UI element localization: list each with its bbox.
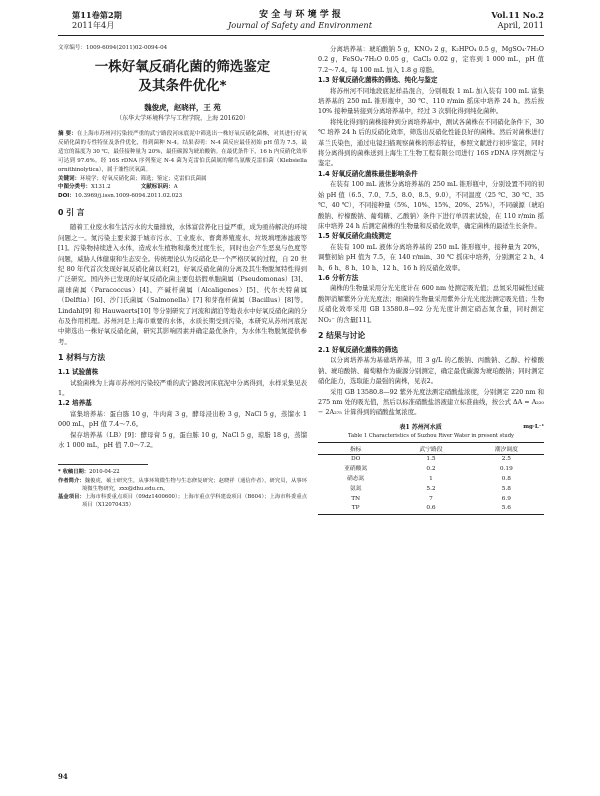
section-1-2-text-1: 富集培养基：蛋白胨 10 g，牛肉膏 3 g，酵母浸出粉 3 g，NaCl 5 g，蒸馏水 1 000 mL，pH 值 7.4～7.6。 — [58, 409, 307, 429]
table-cell: 氨氮 — [349, 485, 362, 492]
keywords — [58, 175, 307, 184]
journal-title-en: Journal of Safety and Environment — [227, 20, 372, 30]
article-title — [58, 58, 307, 96]
doi — [58, 192, 307, 201]
title-line-1: 一株好氧反硝化菌的筛选鉴定 — [94, 59, 271, 75]
section-2-1-text-1: 以分离培养基为基础培养基，用 3 g/L 的乙酸钠、丙酸钠、乙醇、柠檬酸钠、琥珀酸钠、葡萄糖作为碳源分别测定，确定最优碳源为琥珀酸钠；同时测定硝化能力，选取能力最强的菌株，见表2。 — [318, 356, 544, 386]
table-row — [318, 454, 544, 464]
footnote-fund — [58, 493, 307, 509]
table-cell: 0.2 — [426, 466, 436, 473]
table-header-cell: 武宁路段 — [393, 442, 468, 454]
section-1-3-heading: 1.3 好氧反硝化菌株的筛选、纯化与鉴定 — [318, 76, 438, 85]
page-number: 94 — [58, 772, 68, 781]
table-cell: 7 — [429, 495, 433, 502]
table-1-caption-en: Table 1 Characteristics of Suzhou River Water in present study — [348, 432, 514, 439]
section-1-4-text: 在装有 100 mL 液体分离培养基的 250 mL 锥形瓶中，分别设置不同的初始 pH 值（6.5、7.0、7.5、8.0、8.5、9.0），不同温度（25 ℃、30 ℃、35 ℃、40 ℃），不同接种量（5%、10%、15%、20%、25%），不同碳源（琥珀酸钠、柠檬酸钠、葡萄糖、乙酸钠）条件下进行单因素试验，在 110 r/min 摇床中培养 24 h 后测定菌株的生物量和反硝化效率，确定菌株的最适生长条件。 — [318, 180, 544, 230]
table-cell: 0.19 — [499, 466, 513, 473]
table-1-caption-cn: 表1 苏州河水质 — [399, 423, 442, 431]
section-2-1-text-2: 采用 GB 13580.8—92 紫外光度法测定硝酸盐浓度，分别测定 220 nm 和 275 nm 处的吸光值，然后以标准硝酸盐溶液建立标准曲线，按公式 ΔA = A₂₂₀ − 2A₂₇₅ 计算得到的硝酸盐氮浓度。 — [318, 387, 544, 417]
fund-label: 基金项目： — [58, 494, 85, 501]
table-cell: DO — [350, 456, 361, 463]
table-header-cell: 指标 — [318, 442, 393, 454]
received-label: * 收稿日期： — [58, 469, 90, 476]
table-cell: 5.6 — [469, 504, 544, 514]
table-1 — [318, 423, 544, 515]
table-cell: 5.8 — [501, 485, 511, 492]
table-1-grid — [318, 442, 544, 515]
table-header-row — [318, 442, 544, 454]
table-cell: 6.9 — [501, 495, 511, 502]
author-bio-label: 作者简介： — [58, 477, 85, 484]
section-1-2-text-2: 保存培养基（LB）[9]：酵母膏 5 g，蛋白胨 10 g，NaCl 5 g，琼脂 18 g，蒸馏水 1 000 mL，pH 值 7.0～7.2。 — [58, 430, 307, 450]
section-1-3-text-1: 将苏州河不同地段底泥样品混合，分别吸取 1 mL 加入装有 100 mL 富集培养基的 250 mL 锥形瓶中，30 ℃、110 r/min 摇床中培养 24 h。然后按 10% 接种量转接到分离培养基中，经过 3 次驯化得到纯化菌种。 — [318, 86, 544, 116]
table-row — [318, 465, 544, 475]
keywords-text: 环境学；好氧反硝化菌；筛选；鉴定；克雷伯氏菌属 — [80, 175, 207, 182]
table-row — [318, 494, 544, 504]
table-cell: 硝态氮 — [346, 475, 365, 482]
section-1-6-text: 菌株的生物量采用分光光度计在 600 nm 处测定吸光值；总氮采用碱性过硫酸钾消解紫外分光光度法；细菌的生物量采用紫外分光光度法测定吸光值；生物反硝化效率采用 GB 13580.8—92 分光光度计测定硝态氮含量，同时测定 NO₂⁻ 的含量[11]。 — [318, 284, 544, 324]
section-1-2-heading: 1.2 培养基 — [58, 399, 92, 408]
table-cell: 5.2 — [426, 485, 436, 492]
header-date-cn: 2011年4月 — [72, 20, 115, 30]
clc-value: X131.2 — [91, 184, 111, 191]
section-1-4-heading: 1.4 好氧反硝化菌株最佳影响条件 — [318, 169, 418, 178]
header-rule — [58, 35, 544, 36]
footnote-rule — [58, 464, 148, 465]
table-row — [318, 474, 544, 484]
header-volume-cn: 第11卷第2期 — [72, 10, 122, 20]
table-cell: 2.5 — [501, 456, 511, 463]
authors: 魏俊虎，赵晓祥，王 苑 — [144, 103, 221, 112]
footnote-author — [58, 477, 307, 493]
fund-text: 上海市科委重点项目（09dz1400600）；上海市重点学科建设项目（B604）；上海市科委重点项目（X12070435） — [82, 494, 307, 509]
intro-paragraph: 随着工业废水和生活污水的大量排放，水体富营养化日益严重，成为亟待解决的环境问题之一。氮污染主要来源于城市污水、工业废水、畜禽养殖废水、垃圾填埋渗滤液等[1]。污染物持续进入水体，造成水生植物和藻类过度生长，同时也会产生恶臭与色度等问题，威胁人体健康和生态安全。传统理论认为反硝化是一个严格厌氧的过程，自 20 世纪 80 年代首次发现好氧反硝化菌以来[2]，好氧反硝化菌的分离及其生物脱氮特性得到广泛研究。国内外已发现的好氧反硝化菌主要包括假单胞菌属（Pseudomonas）[3]、副球菌属（Paracoccus）[4]、产碱杆菌属（Alcaligenes）[5]、代尔夫特菌属（Delftia）[6]、沙门氏菌属（Salmonella）[7] 和芽孢杆菌属（Bacillus）[8]等。Lindahl[9] 和 Hauwaerts[10] 等分别研究了河流和湖泊等地表水中好氧反硝化菌的分布及作用机理。苏州河是上海市重要的水体，水质长期受到污染，本研究从苏州河底泥中筛选出一株好氧反硝化菌，研究其影响因素并确定最优条件，为水体生物脱氮提供参考。 — [58, 223, 307, 346]
section-1-5-heading: 1.5 好氧反硝化曲线测定 — [318, 232, 392, 241]
title-line-2: 及其条件优化* — [138, 78, 227, 94]
header-right — [491, 10, 544, 30]
table-cell: 1 — [429, 475, 433, 482]
header-volume-en: Vol.11 No.2 — [491, 10, 544, 20]
table-cell: 1.5 — [426, 456, 436, 463]
section-1-3-text-2: 将纯化得到的菌株接种到分离培养基中，测试各菌株在不同硝化条件下，30 ℃ 培养 24 h 后的反硝化效率，筛选出反硝化性能良好的菌株。然后对菌株进行革兰氏染色，通过电镜扫描观察菌株的形态特征，参照文献进行初步鉴定，同时将分离得到的菌株送到上海生工生物工程有限公司进行 16S rDNA 序列测定与鉴定。 — [318, 117, 544, 168]
right-column — [318, 44, 544, 515]
section-1-heading: 1 材料与方法 — [58, 353, 106, 363]
section-1-1-heading: 1.1 试验菌株 — [58, 368, 99, 377]
journal-title-cn: 安 全 与 环 境 学 报 — [259, 10, 341, 20]
doc-code-value: A — [173, 184, 178, 191]
section-1-2-text-3: 分离培养基：琥珀酸钠 5 g，KNO₃ 2 g，K₂HPO₄ 0.5 g，MgSO₄·7H₂O 0.2 g，FeSO₄·7H₂O 0.05 g，CaCl₂ 0.02 g，定容到 1 000 mL，pH 值 7.2～7.4。每 100 mL 加入 1.8 g 琼脂。 — [318, 45, 544, 74]
doi-label: DOI： — [58, 192, 75, 199]
table-row — [318, 504, 544, 514]
footnote-received — [58, 468, 307, 476]
affiliation: （东华大学环境科学与工程学院，上海 201620） — [116, 115, 249, 122]
doc-code-label: 文献标识码： — [140, 184, 174, 191]
section-2-heading: 2 结果与讨论 — [318, 330, 366, 340]
doi-value: 10.3969/j.issn.1009-6094.2011.02.023 — [74, 192, 183, 199]
table-cell: 0.6 — [393, 504, 468, 514]
clc-label: 中图分类号： — [58, 184, 92, 191]
table-cell: 亚硝酸氮 — [344, 466, 368, 473]
header-date-en: April, 2011 — [497, 20, 544, 30]
section-2-1-heading: 2.1 好氧反硝化菌株的筛选 — [318, 345, 398, 354]
classification — [58, 183, 307, 192]
table-1-caption — [318, 423, 544, 432]
article-number: 文章编号：1009-6094(2011)02-0094-04 — [58, 45, 168, 51]
received-date: 2010-04-22 — [89, 469, 120, 476]
intro-heading: 0 引 言 — [58, 208, 85, 218]
section-1-5-text: 在装有 100 mL 液体分离培养基的 250 mL 锥形瓶中，接种量为 20%，调整初始 pH 值为 7.5，在 140 r/min、30 ℃ 摇床中培养，分别测定 2 h、4 h、6 h、8 h、10 h、12 h、16 h 的反硝化效率。 — [318, 242, 544, 272]
table-header-cell: 潮汐调度 — [469, 442, 544, 454]
abstract-label: 摘 要： — [58, 131, 77, 137]
left-column — [58, 44, 307, 509]
author-bio: 魏俊虎，硕士研究生，从事环境微生物与生态修复研究；赵晓祥（通信作者），研究员，从事环境微生物研究，zxx@dhu.edu.cn。 — [82, 477, 307, 492]
abstract-text: 在上海市苏州河污染较严重的武宁路段河床底泥中筛选出一株好氧反硝化菌株，对其进行好氧反硝化菌的专性特征及条件优化，得到菌种 N-4。结果表明：N-4 菌反应最佳初始 pH 值为 7.5，最适宜的温度为 30 ℃，最佳接种量为 20%，最佳碳源为琥珀酸钠。在最优条件下，16 h 内反硝化效率可达到 97.6%。经 16S rDNA 序列鉴定 N-4 菌为克雷伯氏菌属的解鸟氨酸克雷伯菌（Klebsiella ornithinolytica），属于兼性厌氧菌。 — [58, 131, 307, 173]
table-row — [318, 484, 544, 494]
section-1-6-heading: 1.6 分析方法 — [318, 273, 359, 282]
table-cell: TN — [351, 495, 361, 502]
table-cell: TP — [318, 504, 393, 514]
table-1-unit: mg·L⁻¹ — [523, 423, 544, 430]
keywords-label: 关键词： — [58, 175, 81, 182]
section-1-1-text: 试验菌株为上海市苏州河污染较严重的武宁路段河床底泥中分离得到，水样采集见表1。 — [58, 378, 307, 397]
table-cell: 0.8 — [501, 475, 511, 482]
abstract — [58, 130, 307, 175]
